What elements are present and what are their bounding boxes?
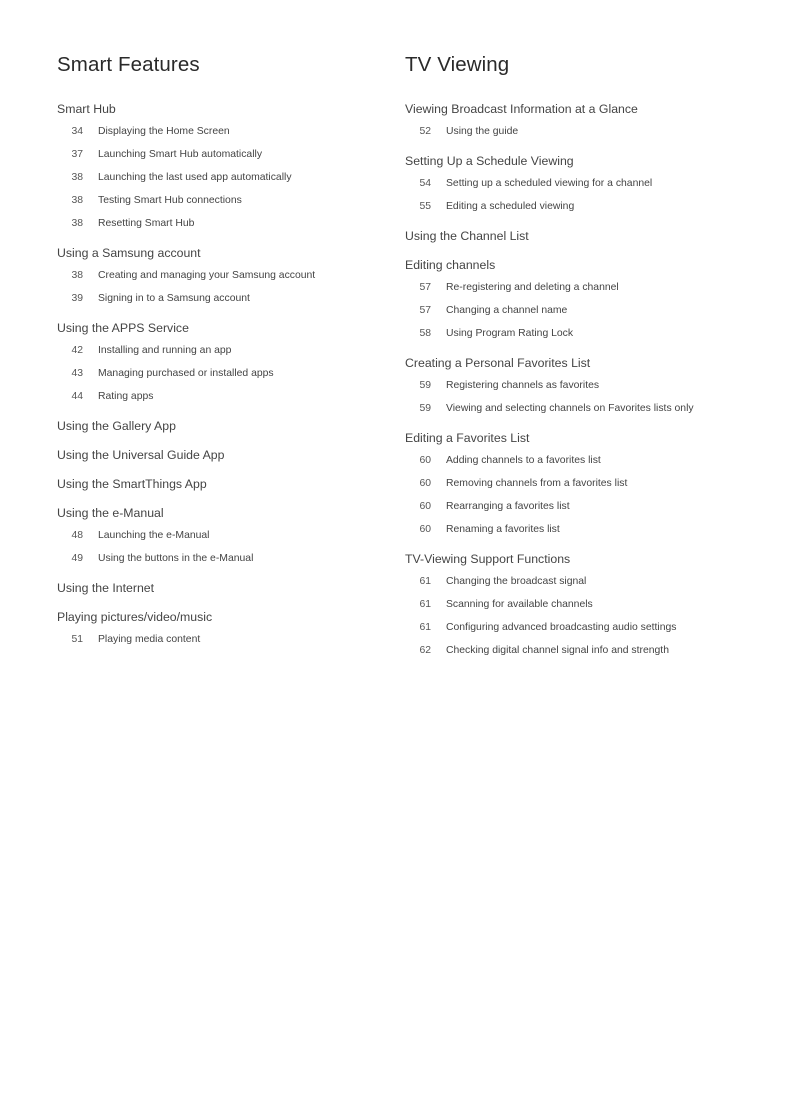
entry-title: Changing a channel name [446,305,568,316]
column-title: Smart Features [57,53,200,76]
page-number: 51 [71,634,83,645]
page-number: 48 [71,530,83,541]
toc-entry[interactable] [57,343,387,366]
toc-section [57,505,387,574]
section-title[interactable]: Setting Up a Schedule Viewing [405,154,574,168]
toc-entry[interactable] [405,499,775,522]
toc-section [57,320,387,412]
entry-title: Launching Smart Hub automatically [98,149,263,160]
entry-title: Resetting Smart Hub [98,218,195,229]
section-title[interactable]: Creating a Personal Favorites List [405,356,591,370]
entry-title: Rearranging a favorites list [446,501,570,512]
page-number: 42 [71,345,83,356]
toc-section [57,447,387,463]
page-number: 60 [419,524,431,535]
toc-entry[interactable] [57,551,387,574]
page-number: 43 [71,368,83,379]
page-number: 61 [419,576,431,587]
page-number: 62 [419,645,431,656]
entry-title: Scanning for available channels [446,599,593,610]
toc-entry[interactable] [405,620,775,643]
page-number: 59 [419,403,431,414]
toc-entry[interactable] [405,199,775,222]
entry-title: Changing the broadcast signal [446,576,587,587]
entry-title: Checking digital channel signal info and strength [446,645,669,656]
section-title[interactable]: Editing channels [405,258,496,272]
entry-title: Launching the e-Manual [98,530,210,541]
entry-title: Viewing and selecting channels on Favorites lists only [446,403,694,414]
toc-entry[interactable] [405,378,775,401]
entry-title: Playing media content [98,634,201,645]
entry-title: Using the guide [446,126,519,137]
entry-list [57,343,387,412]
entry-list [405,280,775,349]
entry-title: Removing channels from a favorites list [446,478,628,489]
entry-title: Creating and managing your Samsung account [98,270,316,281]
page-number: 37 [71,149,83,160]
toc-entry[interactable] [405,574,775,597]
entry-title: Configuring advanced broadcasting audio settings [446,622,677,633]
entry-list [405,378,775,424]
toc-entry[interactable] [57,193,387,216]
section-title[interactable]: Smart Hub [57,102,116,116]
toc-entry[interactable] [57,291,387,314]
entry-list [57,528,387,574]
toc-entry[interactable] [405,453,775,476]
page-number: 34 [71,126,83,137]
entry-title: Testing Smart Hub connections [98,195,242,206]
toc-entry[interactable] [405,522,775,545]
toc-section [405,551,775,666]
entry-title: Launching the last used app automatically [98,172,292,183]
page-number: 49 [71,553,83,564]
entry-title: Re-registering and deleting a channel [446,282,619,293]
toc-section [57,101,387,239]
toc-section [405,228,775,244]
toc-section [405,257,775,349]
section-list [405,101,775,666]
entry-list [57,268,387,314]
entry-title: Installing and running an app [98,345,232,356]
page-number: 39 [71,293,83,304]
toc-entry[interactable] [405,643,775,666]
toc-section [405,430,775,545]
section-title[interactable]: Using the Gallery App [57,419,176,433]
toc-entry[interactable] [405,303,775,326]
toc-entry[interactable] [405,124,775,147]
toc-entry[interactable] [57,268,387,291]
entry-title: Renaming a favorites list [446,524,560,535]
entry-title: Displaying the Home Screen [98,126,230,137]
section-title[interactable]: Using a Samsung account [57,246,201,260]
page-number: 52 [419,126,431,137]
toc-entry[interactable] [57,632,387,655]
entry-title: Registering channels as favorites [446,380,600,391]
page-number: 58 [419,328,431,339]
page-number: 59 [419,380,431,391]
section-title[interactable]: Using the Channel List [405,229,529,243]
section-title[interactable]: Editing a Favorites List [405,431,530,445]
entry-title: Managing purchased or installed apps [98,368,274,379]
page-number: 54 [419,178,431,189]
toc-section [405,101,775,147]
section-list [57,101,387,655]
column-title: TV Viewing [405,53,510,76]
toc-entry[interactable] [57,216,387,239]
entry-list [57,632,387,655]
entry-list [405,453,775,545]
entry-list [405,124,775,147]
page-number: 44 [71,391,83,402]
entry-title: Using Program Rating Lock [446,328,574,339]
section-title[interactable]: Using the APPS Service [57,321,189,335]
entry-title: Setting up a scheduled viewing for a channel [446,178,653,189]
toc-entry[interactable] [57,389,387,412]
toc-entry[interactable] [57,170,387,193]
entry-list [405,574,775,666]
page-number: 38 [71,270,83,281]
page-number: 57 [419,282,431,293]
toc-entry[interactable] [405,401,775,424]
toc-entry[interactable] [57,147,387,170]
page-number: 38 [71,218,83,229]
toc-section [57,580,387,596]
section-title[interactable]: Playing pictures/video/music [57,610,213,624]
entry-title: Editing a scheduled viewing [446,201,575,212]
entry-list [405,176,775,222]
toc-column-smart-features [57,52,387,655]
entry-list [57,124,387,239]
toc-section [57,609,387,655]
section-title[interactable]: Using the e-Manual [57,506,164,520]
section-title[interactable]: TV-Viewing Support Functions [405,552,571,566]
toc-section [57,476,387,492]
entry-title: Adding channels to a favorites list [446,455,601,466]
page-number: 38 [71,172,83,183]
section-title[interactable]: Using the Internet [57,581,155,595]
toc-section [57,418,387,434]
toc-entry[interactable] [57,124,387,147]
section-title[interactable]: Viewing Broadcast Information at a Glance [405,102,638,116]
toc-entry[interactable] [405,326,775,349]
page-number: 61 [419,599,431,610]
toc-entry[interactable] [405,280,775,303]
toc-entry[interactable] [405,176,775,199]
entry-title: Rating apps [98,391,154,402]
toc-column-tv-viewing [405,52,775,666]
toc-entry[interactable] [405,597,775,620]
section-title[interactable]: Using the Universal Guide App [57,448,225,462]
entry-title: Signing in to a Samsung account [98,293,250,304]
toc-entry[interactable] [57,366,387,389]
toc-entry[interactable] [57,528,387,551]
entry-title: Using the buttons in the e-Manual [98,553,254,564]
page-number: 60 [419,478,431,489]
page-number: 38 [71,195,83,206]
page-number: 61 [419,622,431,633]
page-number: 55 [419,201,431,212]
page-number: 60 [419,501,431,512]
toc-entry[interactable] [405,476,775,499]
section-title[interactable]: Using the SmartThings App [57,477,207,491]
toc-section [405,355,775,424]
page-number: 57 [419,305,431,316]
page-number: 60 [419,455,431,466]
toc-section [57,245,387,314]
toc-section [405,153,775,222]
